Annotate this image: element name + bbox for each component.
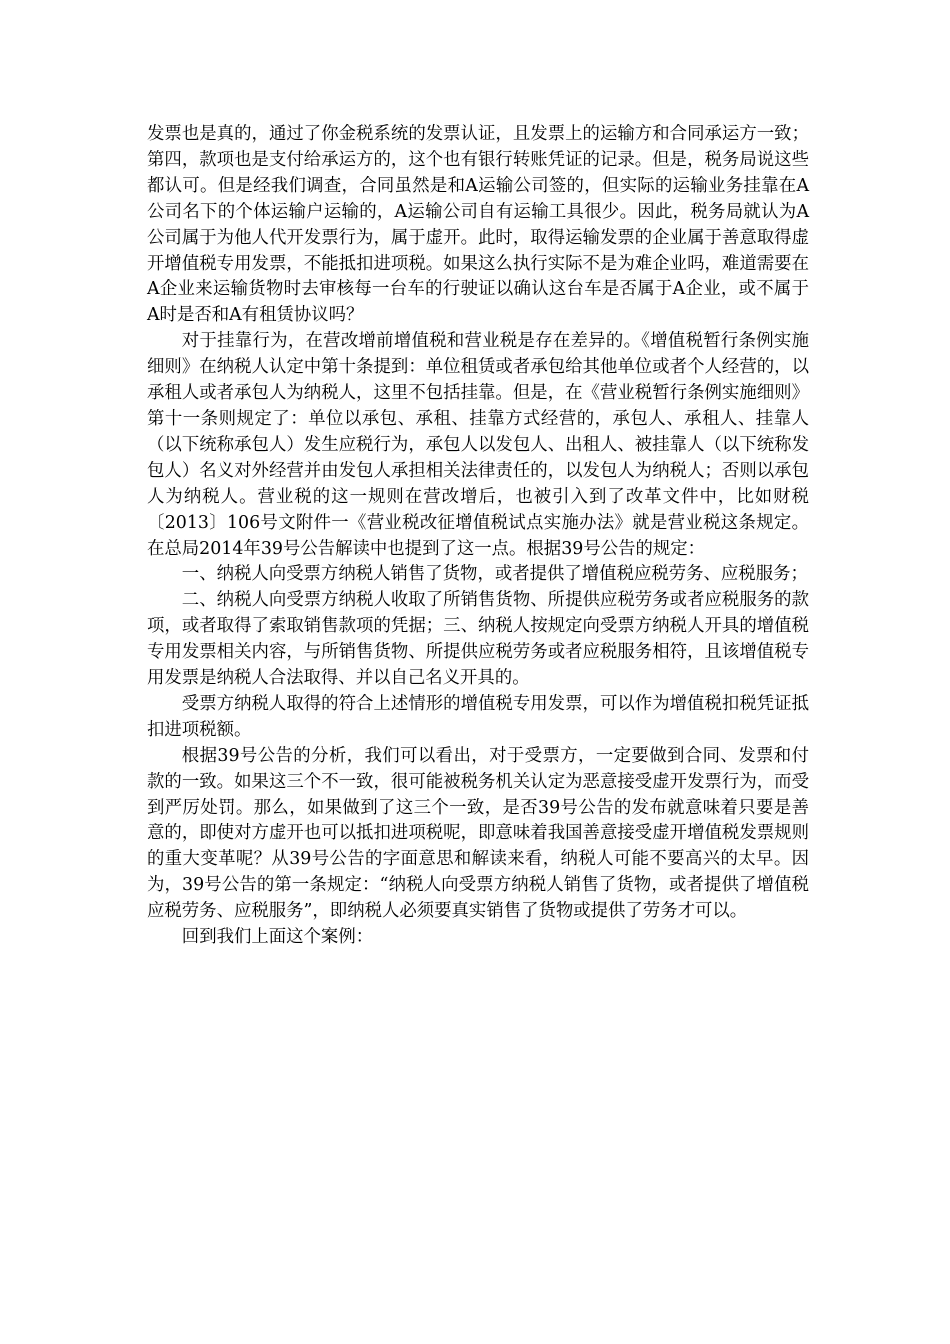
paragraph-analysis: 根据39号公告的分析，我们可以看出，对于受票方，一定要做到合同、发票和付款的一致。如果这三个不一致，很可能被税务机关认定为恶意接受虚开发票行为，而受到严厉处罚。那么，如果做到了这三个一致，是否39号公告的发布就意味着只要是善意的，即使对方虚开也可以抵扣进项税呢，即意味着我国善意接受虚开增值税发票规则的重大变革呢？从39号公告的字面意思和解读来看，纳税人可能不要高兴的太早。因为，39号公告的第一条规定：“纳税人向受票方纳税人销售了货物，或者提供了增值税应税劳务、应税服务”，即纳税人必须要真实销售了货物或提供了劳务才可以。 [147,745,809,922]
paragraph-deduction: 受票方纳税人取得的符合上述情形的增值税专用发票，可以作为增值税扣税凭证抵扣进项税额。 [147,693,809,740]
paragraph-affiliation-rules: 对于挂靠行为，在营改增前增值税和营业税是存在差异的。《增值税暂行条例实施细则》在纳税人认定中第十条提到：单位租赁或者承包给其他单位或者个人经营的，以承租人或者承包人为纳税人，这里不包括挂靠。但是，在《营业税暂行条例实施细则》第十一条则规定了：单位以承包、承租、挂靠方式经营的，承包人、承租人、挂靠人（以下统称承包人）发生应税行为，承包人以发包人、出租人、被挂靠人（以下统称发包人）名义对外经营并由发包人承担相关法律责任的，以发包人为纳税人；否则以承包人为纳税人。营业税的这一规则在营改增后，也被引入到了改革文件中，比如财税〔2013〕106号文附件一《营业税改征增值税试点实施办法》就是营业税这条规定。在总局2014年39号公告解读中也提到了这一点。根据39号公告的规定： [147,331,809,559]
document-body [147,122,809,951]
paragraph-rule-one: 一、纳税人向受票方纳税人销售了货物，或者提供了增值税应税劳务、应税服务； [181,564,808,585]
paragraph-continued: 发票也是真的，通过了你金税系统的发票认证，且发票上的运输方和合同承运方一致；第四，款项也是支付给承运方的，这个也有银行转账凭证的记录。但是，税务局说这些都认可。但是经我们调查，合同虽然是和A运输公司签的，但实际的运输业务挂靠在A公司名下的个体运输户运输的，A运输公司自有运输工具很少。因此，税务局就认为A公司属于为他人代开发票行为，属于虚开。此时，取得运输发票的企业属于善意取得虚开增值税专用发票，不能抵扣进项税。如果这么执行实际不是为难企业吗，难道需要在A企业来运输货物时去审核每一台车的行驶证以确认这台车是否属于A企业，或不属于A时是否和A有租赁协议吗？ [147,124,809,326]
paragraph-back-to-case: 回到我们上面这个案例： [181,927,374,948]
paragraph-rule-two-three: 二、纳税人向受票方纳税人收取了所销售货物、所提供应税劳务或者应税服务的款项，或者取得了索取销售款项的凭据；三、纳税人按规定向受票方纳税人开具的增值税专用发票相关内容，与所销售货物、所提供应税劳务或者应税服务相符，且该增值税专用发票是纳税人合法取得、并以自己名义开具的。 [147,590,809,689]
